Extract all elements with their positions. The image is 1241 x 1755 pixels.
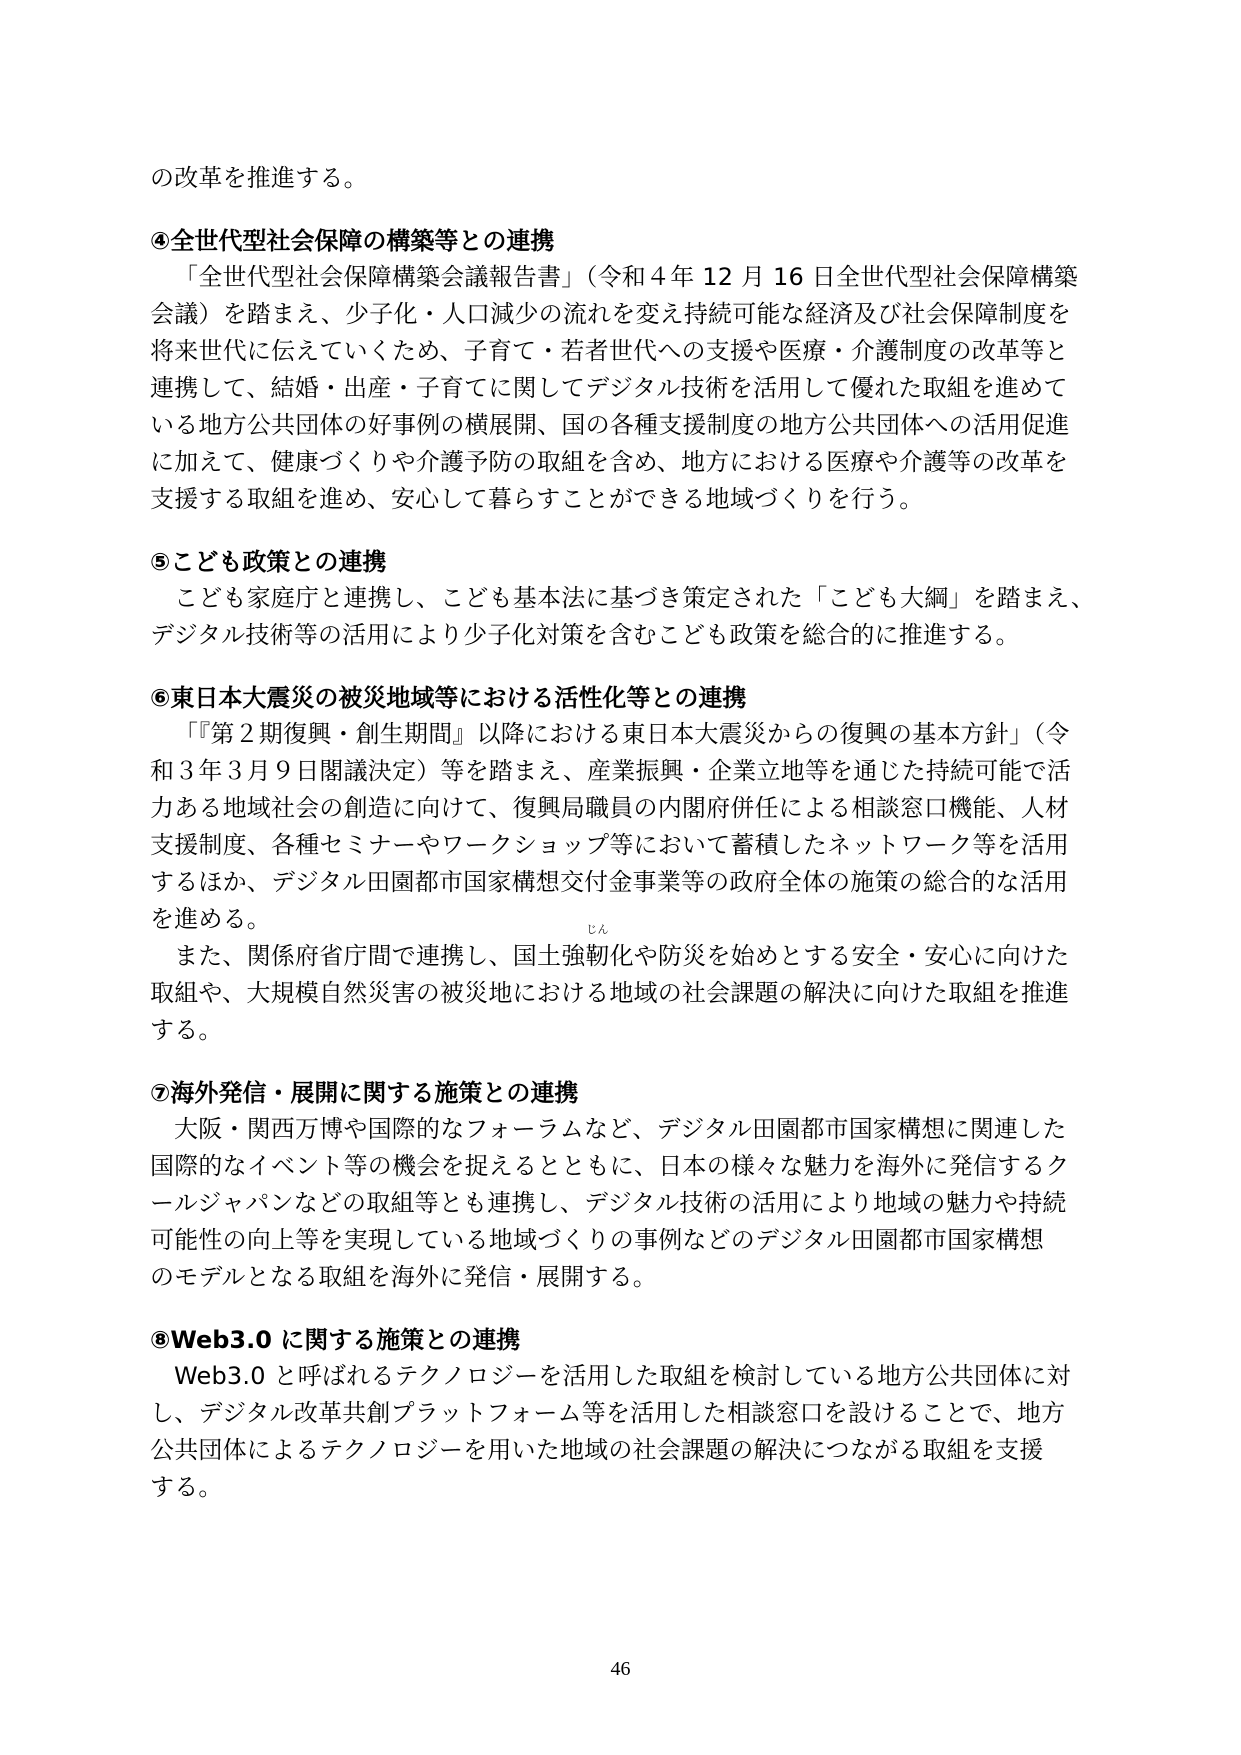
section-4 [150,223,1090,518]
section-heading: ⑧Web3.0 に関する施策との連携 [150,1326,521,1354]
paragraph-line: デジタル技術等の活用により少子化対策を含むこども政策を総合的に推進する。 [150,621,1020,649]
paragraph-line: 支援する取組を進め、安心して暮らすことができる地域づくりを行う。 [150,485,924,513]
paragraph-line: 大阪・関西万博や国際的なフォーラムなど、デジタル田園都市国家構想に関連した [174,1115,1067,1143]
section-5 [150,544,1096,654]
paragraph-line: を進める。 [150,905,271,933]
paragraph-line: 取組や、大規模自然災害の被災地における地域の社会課題の解決に向けた取組を推進 [150,979,1070,1007]
ruby-base: 靭 [585,942,610,970]
paragraph-line: する。 [150,1473,223,1501]
section-6 [150,680,1090,1049]
paragraph-line: 将来世代に伝えていくため、子育て・若者世代への支援や医療・介護制度の改革等と [150,337,1069,365]
ruby-reading: じん [586,923,609,936]
page-number: 46 [610,1658,631,1680]
paragraph-line: 公共団体によるテクノロジーを用いた地域の社会課題の解決につながる取組を支援 [150,1436,1044,1464]
paragraph-line: Web3.0 と呼ばれるテクノロジーを活用した取組を検討している地方公共団体に対 [174,1362,1071,1390]
paragraph-line: 国際的なイベント等の機会を捉えるとともに、日本の様々な魅力を海外に発信するク [150,1152,1070,1180]
section-7 [150,1075,1090,1296]
paragraph-line: する。 [150,1016,223,1044]
ruby-line-after: 化や防災を始めとする安全・安心に向けた [609,942,1070,970]
paragraph-line: のモデルとなる取組を海外に発信・展開する。 [150,1263,657,1291]
paragraph-line: 連携して、結婚・出産・子育てに関してデジタル技術を活用して優れた取組を進めて [150,374,1068,402]
paragraph-line: 和３年３月９日閣議決定）等を踏まえ、産業振興・企業立地等を通じた持続可能で活 [150,757,1072,785]
paragraph-line: 会議）を踏まえ、少子化・人口減少の流れを変え持続可能な経済及び社会保障制度を [150,300,1072,328]
paragraph-line: 力ある地域社会の創造に向けて、復興局職員の内閣府併任による相談窓口機能、人材 [150,794,1070,822]
paragraph-line: いる地方公共団体の好事例の横展開、国の各種支援制度の地方公共団体への活用促進 [150,411,1070,439]
paragraph-line: 支援制度、各種セミナーやワークショップ等において蓄積したネットワーク等を活用 [150,831,1070,859]
paragraph-line: ールジャパンなどの取組等とも連携し、デジタル技術の活用により地域の魅力や持続 [150,1189,1067,1217]
paragraph-line: し、デジタル改革共創プラットフォーム等を活用した相談窓口を設けることで、地方 [150,1399,1066,1427]
paragraph-line: に加えて、健康づくりや介護予防の取組を含め、地方における医療や介護等の改革を [150,448,1069,476]
section-8 [150,1322,1090,1506]
paragraph-line-with-ruby [150,923,1090,975]
section-heading: ⑤こども政策との連携 [150,548,387,576]
document-body [150,160,1096,1506]
ruby-annotated-character [585,923,610,975]
paragraph-line: 「全世代型社会保障構築会議報告書」（令和４年 12 月 16 日全世代型社会保障構築 [174,263,1078,291]
paragraph-line: の改革を推進する。 [150,164,368,192]
section-heading: ④全世代型社会保障の構築等との連携 [150,227,555,255]
section-heading: ⑦海外発信・展開に関する施策との連携 [150,1079,579,1107]
paragraph-line: 「『第２期復興・創生期間』以降における東日本大震災からの復興の基本方針」（令 [174,720,1070,748]
section-heading: ⑥東日本大震災の被災地域等における活性化等との連携 [150,684,747,712]
paragraph-line: 可能性の向上等を実現している地域づくりの事例などのデジタル田園都市国家構想 [150,1226,1044,1254]
paragraph-line: こども家庭庁と連携し、こども基本法に基づき策定された「こども大綱」を踏まえ、 [174,584,1096,612]
paragraph-line: するほか、デジタル田園都市国家構想交付金事業等の政府全体の施策の総合的な活用 [150,868,1069,896]
ruby-line-before: また、関係府省庁間で連携し、国土強 [174,942,586,970]
